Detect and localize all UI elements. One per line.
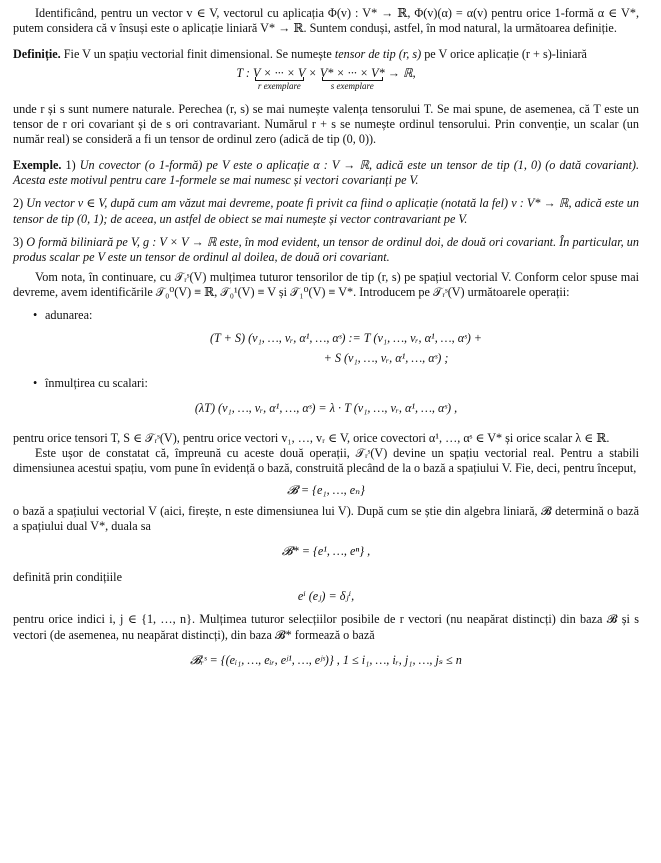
eq1-group-v: [253, 65, 306, 91]
bullet-dot-icon: •: [33, 376, 38, 391]
bullet-scalar-text: înmulțirea cu scalari:: [45, 376, 148, 391]
example-1-text: Un covector (o 1-formă) pe V este o aplicație α : V → ℝ, adică este un tensor de tip (1, 0) (o dată covariant). Acesta este motivul pentru care 1-formele se mai numesc și vectori covarianți pe V.: [13, 157, 640, 188]
definition-term: tensor de tip (r, s): [334, 46, 422, 61]
bullet-scalar: [33, 376, 639, 391]
paragraph-valence: unde r și s sunt numere naturale. Perechea (r, s) se mai numește valența tensorului T. Se mai spune, de asemenea, că T este un tensor de r ori covariant și de s ori contravariant. Numărul r + s se numește ordinul tensorului. Prin convenție, un scalar (un număr real) se consideră a fi un tensor de ordinul zero (adică de tip (0, 0)).: [13, 101, 639, 147]
examples-label: Exemple.: [13, 157, 62, 172]
equation-addition-line1: (T + S) (v₁, …, vᵣ, α¹, …, αˢ) := T (v₁, …, vᵣ, α¹, …, αˢ) +: [209, 331, 483, 346]
eq1-part2: V* × ··· × V*: [319, 65, 385, 80]
equation-tensor-basis: 𝓑ᵣˢ = {(eᵢ₁, …, eᵢᵣ, eʲ¹, …, eʲˢ)} , 1 ≤ i₁, …, iᵣ, j₁, …, jₛ ≤ n: [190, 652, 462, 667]
eq1-part1: V × ··· × V: [253, 65, 306, 80]
definition: [13, 47, 639, 62]
example-2: [13, 196, 639, 227]
eq1-group-vstar: [319, 65, 385, 91]
eq1-left: T :: [236, 65, 250, 80]
paragraph-selections: pentru orice indici i, j ∈ {1, …, n}. Mulțimea tuturor selecțiilor posibile de r vectori (nu neapărat distincți) din baza 𝓑 și s vectori (de asemenea, nu neapărat distincți), din baza 𝓑* formează o bază: [13, 612, 639, 642]
equation-kronecker: eⁱ (eⱼ) = δⱼⁱ,: [297, 589, 355, 604]
equation-addition-line2: + S (v₁, …, vᵣ, α¹, …, αˢ) ;: [323, 350, 449, 365]
example-3: [13, 235, 639, 266]
equation-scalar: (λT) (v₁, …, vᵣ, α¹, …, αˢ) = λ · T (v₁, …, vᵣ, α¹, …, αˢ) ,: [194, 401, 458, 416]
paragraph-notation: Vom nota, în continuare, cu 𝒯ᵣˢ(V) mulțimea tuturor tensorilor de tip (r, s) pe spațiul vectorial V. Conform celor spuse mai devreme, avem identificările 𝒯₀⁰(V) ≡ ℝ, 𝒯₀¹(V) ≡ V și 𝒯₁⁰(V) ≡ V*. Introducem pe 𝒯ᵣˢ(V) următoarele operații:: [13, 269, 639, 299]
eq1-label2: s exemplare: [330, 80, 374, 91]
example-3-number: 3): [13, 234, 24, 249]
definition-label: Definiție.: [13, 46, 61, 61]
bullet-dot-icon: •: [33, 308, 38, 323]
paragraph-conditions: definită prin condițiile: [13, 569, 122, 584]
paragraph-for-all: pentru orice tensori T, S ∈ 𝒯ᵣˢ(V), pentru orice vectori v₁, …, vᵣ ∈ V, orice covectori α¹, …, αˢ ∈ V* și orice scalar λ ∈ ℝ.: [13, 430, 610, 445]
paragraph-intro: Identificând, pentru un vector v ∈ V, vectorul cu aplicația Φ(v) : V* → ℝ, Φ(v)(α) = α(v) pentru orice 1-formă α ∈ V*, putem considera că v însuși este o aplicație liniară V* → ℝ. Suntem conduși, astfel, în mod natural, la următoarea definiție.: [13, 6, 639, 36]
equation-dual-basis: 𝓑* = {e¹, …, eⁿ} ,: [281, 544, 371, 559]
paragraph-vector-space: Este ușor de constatat că, împreună cu aceste două operații, 𝒯ᵣˢ(V) devine un spațiu vectorial real. Pentru a stabili dimensiunea acestui spațiu, vom pune în evidență o bază, construită plecând de la o bază a spațiului V. Fie, deci, pentru început,: [13, 445, 639, 476]
page: [13, 6, 639, 668]
definition-text-a: Fie V un spațiu vectorial finit dimensional. Se numește: [60, 46, 335, 61]
example-2-number: 2): [13, 196, 24, 211]
paragraph-basis: o bază a spațiului vectorial V (aici, firește, n este dimensiunea lui V). După cum se știe din algebra liniară, 𝓑 determină o bază a spațiului dual V*, duala sa: [13, 503, 639, 534]
equation-basis: 𝓑 = {e₁, …, eₙ}: [287, 482, 365, 497]
example-1: [13, 158, 639, 189]
equation-tensor-map: [13, 66, 639, 96]
eq1-right: → ℝ,: [387, 65, 416, 80]
definition-text-b: pe V orice aplicație (r + s)-liniară: [421, 46, 587, 61]
example-3-text: O formă biliniară pe V, g : V × V → ℝ este, în mod evident, un tensor de ordinul doi, de două ori covariant. În particular, un produs scalar pe V este un tensor de ordinul al doilea, de două ori covariant.: [13, 234, 639, 265]
example-2-text: Un vector v ∈ V, după cum am văzut mai devreme, poate fi privit ca fiind o aplicație (notată la fel) v : V* → ℝ, adică este un tensor de tip (0, 1); de aceea, un astfel de obiect se mai numește și vector contravariant pe V.: [13, 196, 639, 226]
example-1-number: 1): [65, 157, 76, 172]
eq1-mid: ×: [308, 65, 317, 80]
bullet-addition: [33, 308, 639, 323]
eq1-label1: r exemplare: [257, 80, 301, 91]
bullet-addition-text: adunarea:: [45, 308, 93, 323]
